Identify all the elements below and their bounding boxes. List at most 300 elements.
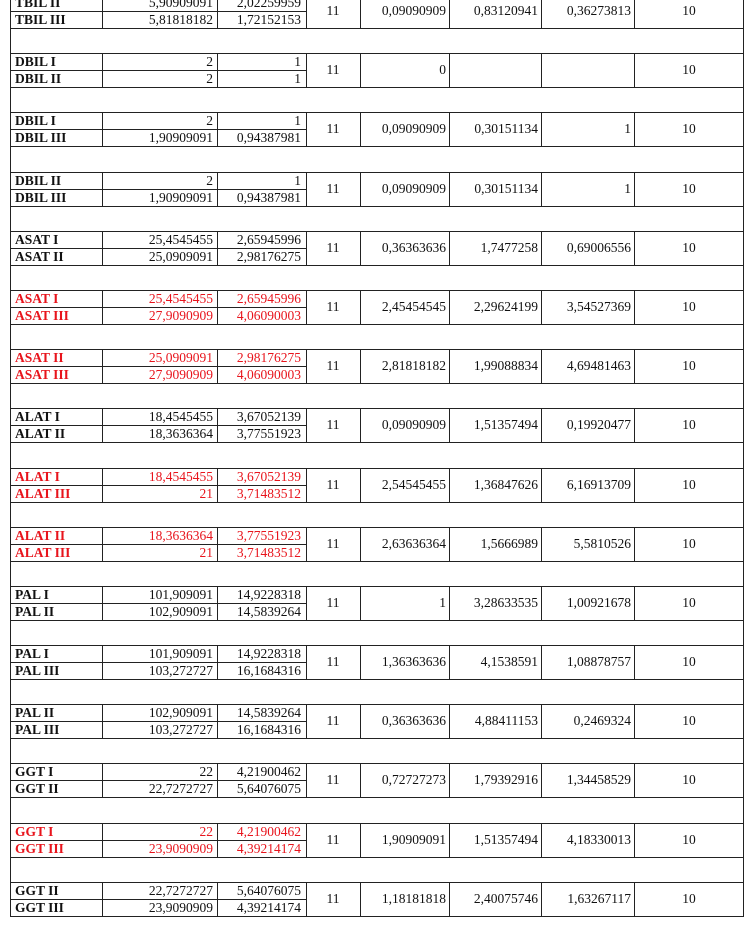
sd-value: 14,5839264 <box>236 705 301 721</box>
measurement-label: TBIL II <box>15 0 61 10</box>
sample-size: 11 <box>326 298 340 314</box>
mean-difference: 0,09090909 <box>381 417 446 433</box>
degrees-of-freedom: 10 <box>682 535 696 551</box>
mean-difference: 2,81818182 <box>381 358 446 374</box>
t-value-cell <box>541 349 634 383</box>
measurement-label: PAL II <box>15 603 55 619</box>
degrees-of-freedom: 10 <box>682 62 696 78</box>
mean-difference: 0,36363636 <box>381 713 446 729</box>
comparison-group <box>10 349 744 384</box>
measurement-label: ALAT II <box>15 527 66 543</box>
sd-value: 4,39214174 <box>236 899 301 915</box>
measurement-row <box>10 173 306 188</box>
measurement-label: ASAT II <box>15 248 64 264</box>
t-value-cell <box>541 112 634 146</box>
sd-difference-cell <box>449 882 541 916</box>
mean-value: 101,909091 <box>148 646 213 662</box>
mean-difference-cell <box>360 882 449 916</box>
measurement-row <box>10 426 306 441</box>
degrees-of-freedom: 10 <box>682 180 696 196</box>
mean-value: 25,4545455 <box>148 290 213 306</box>
sample-size: 11 <box>326 358 340 374</box>
measurement-label: PAL II <box>15 705 55 721</box>
sd-value: 3,67052139 <box>236 468 301 484</box>
sd-value: 4,21900462 <box>236 823 301 839</box>
sample-size-cell <box>306 112 360 146</box>
comparison-group <box>10 53 744 88</box>
comparison-group <box>10 290 744 325</box>
measurement-row <box>10 350 306 365</box>
mean-value: 2 <box>206 54 213 70</box>
sample-size-cell <box>306 527 360 561</box>
sd-difference-cell <box>449 468 541 502</box>
degrees-of-freedom: 10 <box>682 713 696 729</box>
sd-difference-cell <box>449 408 541 442</box>
degrees-of-freedom: 10 <box>682 594 696 610</box>
mean-difference-cell <box>360 586 449 620</box>
mean-value: 2 <box>206 113 213 129</box>
mean-difference: 1,18181818 <box>381 890 446 906</box>
degrees-of-freedom-cell <box>634 349 744 383</box>
t-value: 4,18330013 <box>566 831 631 847</box>
measurement-label: GGT I <box>15 823 54 839</box>
measurement-row <box>10 841 306 856</box>
mean-value: 27,9090909 <box>148 367 213 383</box>
t-value: 1,34458529 <box>566 772 631 788</box>
t-value: 0,36273813 <box>566 3 631 18</box>
measurement-row <box>10 486 306 501</box>
mean-difference: 0,09090909 <box>381 3 446 18</box>
group-spacer <box>10 739 744 763</box>
mean-difference-cell <box>360 763 449 797</box>
degrees-of-freedom: 10 <box>682 358 696 374</box>
measurement-label: DBIL II <box>15 71 62 87</box>
t-value: 1 <box>624 180 631 196</box>
degrees-of-freedom-cell <box>634 112 744 146</box>
t-value: 1,08878757 <box>566 654 631 670</box>
t-value-cell <box>541 882 634 916</box>
sd-value: 4,21900462 <box>236 764 301 780</box>
t-value: 5,5810526 <box>573 535 631 551</box>
measurement-row <box>10 900 306 915</box>
measurement-row <box>10 705 306 720</box>
t-value: 0,19920477 <box>566 417 631 433</box>
mean-difference-cell <box>360 231 449 265</box>
measurement-label: PAL I <box>15 646 49 662</box>
measurement-row <box>10 12 306 27</box>
sd-value: 2,65945996 <box>236 231 301 247</box>
sd-difference: 4,88411153 <box>474 713 538 729</box>
degrees-of-freedom-cell <box>634 763 744 797</box>
mean-value: 25,4545455 <box>148 231 213 247</box>
sample-size-cell <box>306 290 360 324</box>
measurement-label: ALAT III <box>15 485 71 501</box>
comparison-group <box>10 172 744 207</box>
measurement-row <box>10 130 306 145</box>
degrees-of-freedom-cell <box>634 231 744 265</box>
mean-difference: 0,09090909 <box>381 121 446 137</box>
t-value-cell <box>541 527 634 561</box>
measurement-row <box>10 604 306 619</box>
t-value: 1,63267117 <box>567 890 631 906</box>
degrees-of-freedom: 10 <box>682 772 696 788</box>
mean-difference-cell <box>360 527 449 561</box>
comparison-group <box>10 408 744 443</box>
degrees-of-freedom: 10 <box>682 298 696 314</box>
degrees-of-freedom-cell <box>634 408 744 442</box>
mean-value: 23,9090909 <box>148 899 213 915</box>
mean-value: 22 <box>199 823 213 839</box>
sd-difference-cell <box>449 231 541 265</box>
sample-size: 11 <box>326 180 340 196</box>
mean-value: 18,3636364 <box>148 426 213 442</box>
sd-difference-cell <box>449 172 541 206</box>
sample-size-cell <box>306 704 360 738</box>
mean-difference-cell <box>360 408 449 442</box>
sample-size-cell <box>306 231 360 265</box>
sample-size-cell <box>306 763 360 797</box>
degrees-of-freedom: 10 <box>682 476 696 492</box>
mean-difference-cell <box>360 172 449 206</box>
comparison-group <box>10 586 744 621</box>
sd-value: 1,72152153 <box>236 12 301 27</box>
sample-size-cell <box>306 882 360 916</box>
mean-difference-cell <box>360 349 449 383</box>
group-spacer <box>10 503 744 527</box>
sd-value: 4,06090003 <box>236 367 301 383</box>
measurement-label: DBIL I <box>15 113 56 129</box>
measurement-row <box>10 113 306 128</box>
t-value-cell <box>541 53 634 87</box>
mean-value: 18,4545455 <box>148 409 213 425</box>
degrees-of-freedom: 10 <box>682 831 696 847</box>
mean-value: 23,9090909 <box>148 840 213 856</box>
group-spacer <box>10 266 744 290</box>
sd-value: 1 <box>294 172 301 188</box>
t-value-cell <box>541 586 634 620</box>
t-value: 0,2469324 <box>573 713 631 729</box>
mean-value: 18,3636364 <box>148 527 213 543</box>
measurement-label: DBIL I <box>15 54 56 70</box>
measurement-row <box>10 469 306 484</box>
sd-difference: 4,1538591 <box>480 654 538 670</box>
sample-size-cell <box>306 0 360 28</box>
mean-value: 18,4545455 <box>148 468 213 484</box>
sd-value: 2,65945996 <box>236 290 301 306</box>
sample-size: 11 <box>326 594 340 610</box>
sample-size-cell <box>306 349 360 383</box>
mean-value: 101,909091 <box>148 586 213 602</box>
mean-value: 103,272727 <box>148 722 213 738</box>
degrees-of-freedom-cell <box>634 823 744 857</box>
t-value-cell <box>541 408 634 442</box>
measurement-label: ALAT III <box>15 544 71 560</box>
measurement-row <box>10 54 306 69</box>
measurement-row <box>10 409 306 424</box>
mean-value: 21 <box>199 544 213 560</box>
group-spacer <box>10 680 744 704</box>
measurement-label: PAL III <box>15 722 60 738</box>
measurement-row <box>10 291 306 306</box>
mean-value: 102,909091 <box>148 603 213 619</box>
measurement-label: GGT I <box>15 764 54 780</box>
mean-value: 22,7272727 <box>148 781 213 797</box>
sd-value: 4,39214174 <box>236 840 301 856</box>
mean-difference: 0,09090909 <box>381 180 446 196</box>
sample-size: 11 <box>326 890 340 906</box>
mean-value: 2 <box>206 172 213 188</box>
degrees-of-freedom-cell <box>634 53 744 87</box>
measurement-row <box>10 646 306 661</box>
measurement-row <box>10 367 306 382</box>
sd-value: 5,64076075 <box>236 781 301 797</box>
sd-value: 3,67052139 <box>236 409 301 425</box>
mean-difference-cell <box>360 704 449 738</box>
degrees-of-freedom: 10 <box>682 3 696 18</box>
sd-value: 0,94387981 <box>236 130 301 146</box>
sd-difference: 2,40075746 <box>473 890 538 906</box>
measurement-label: PAL I <box>15 586 49 602</box>
sample-size: 11 <box>326 121 340 137</box>
mean-value: 1,90909091 <box>148 189 213 205</box>
measurement-label: PAL III <box>15 663 60 679</box>
sd-difference-cell <box>449 527 541 561</box>
measurement-label: GGT II <box>15 781 59 797</box>
sd-difference: 1,7477258 <box>480 239 538 255</box>
sd-value: 5,64076075 <box>236 882 301 898</box>
mean-difference-cell <box>360 645 449 679</box>
degrees-of-freedom-cell <box>634 172 744 206</box>
t-value-cell <box>541 172 634 206</box>
mean-value: 27,9090909 <box>148 307 213 323</box>
degrees-of-freedom-cell <box>634 645 744 679</box>
degrees-of-freedom-cell <box>634 0 744 28</box>
sd-value: 1 <box>294 54 301 70</box>
mean-difference-cell <box>360 0 449 28</box>
sd-difference-cell <box>449 349 541 383</box>
sd-difference: 0,83120941 <box>473 3 538 18</box>
degrees-of-freedom: 10 <box>682 654 696 670</box>
sd-difference-cell <box>449 763 541 797</box>
group-spacer <box>10 88 744 112</box>
t-value: 1 <box>624 121 631 137</box>
measurement-label: ALAT I <box>15 468 60 484</box>
measurement-label: ALAT II <box>15 426 66 442</box>
measurement-label: DBIL III <box>15 130 67 146</box>
measurement-row <box>10 587 306 602</box>
sd-difference: 2,29624199 <box>473 298 538 314</box>
mean-difference: 0,36363636 <box>381 239 446 255</box>
sample-size: 11 <box>326 417 340 433</box>
measurement-label: TBIL III <box>15 12 66 27</box>
mean-value: 22 <box>199 764 213 780</box>
measurement-label: ASAT I <box>15 290 59 306</box>
sd-difference: 3,28633535 <box>473 594 538 610</box>
sd-value: 1 <box>294 71 301 87</box>
mean-difference: 0,72727273 <box>381 772 446 788</box>
mean-value: 103,272727 <box>148 663 213 679</box>
sample-size-cell <box>306 53 360 87</box>
measurement-label: GGT III <box>15 840 64 856</box>
comparison-group <box>10 527 744 562</box>
measurement-row <box>10 824 306 839</box>
degrees-of-freedom-cell <box>634 704 744 738</box>
t-value: 6,16913709 <box>566 476 631 492</box>
mean-difference: 2,54545455 <box>381 476 446 492</box>
sd-difference-cell <box>449 645 541 679</box>
t-value-cell <box>541 0 634 28</box>
t-value-cell <box>541 290 634 324</box>
t-value-cell <box>541 704 634 738</box>
sd-difference-cell <box>449 0 541 28</box>
group-spacer <box>10 29 744 53</box>
mean-difference: 1,90909091 <box>381 831 446 847</box>
sd-value: 14,9228318 <box>236 646 301 662</box>
sd-difference-cell <box>449 112 541 146</box>
sd-value: 2,98176275 <box>236 350 301 366</box>
comparison-group <box>10 231 744 266</box>
measurement-row <box>10 764 306 779</box>
sd-difference: 1,51357494 <box>473 831 538 847</box>
comparison-group <box>10 645 744 680</box>
degrees-of-freedom: 10 <box>682 121 696 137</box>
t-value-cell <box>541 645 634 679</box>
comparison-group <box>10 763 744 798</box>
t-value-cell <box>541 231 634 265</box>
mean-value: 2 <box>206 71 213 87</box>
mean-difference: 1 <box>439 594 446 610</box>
degrees-of-freedom-cell <box>634 586 744 620</box>
measurement-row <box>10 0 306 10</box>
sd-difference: 1,79392916 <box>473 772 538 788</box>
sd-difference-cell <box>449 823 541 857</box>
mean-difference-cell <box>360 468 449 502</box>
sd-value: 14,9228318 <box>236 586 301 602</box>
measurement-row <box>10 249 306 264</box>
sd-difference: 1,51357494 <box>473 417 538 433</box>
comparison-group <box>10 882 744 917</box>
measurement-row <box>10 663 306 678</box>
mean-difference: 2,63636364 <box>381 535 446 551</box>
group-spacer <box>10 384 744 408</box>
mean-value: 102,909091 <box>148 705 213 721</box>
measurement-label: ASAT II <box>15 350 64 366</box>
mean-difference-cell <box>360 112 449 146</box>
measurement-row <box>10 722 306 737</box>
sd-difference: 1,99088834 <box>473 358 538 374</box>
measurement-row <box>10 232 306 247</box>
sd-value: 1 <box>294 113 301 129</box>
comparison-group <box>10 823 744 858</box>
sd-difference: 1,5666989 <box>480 535 538 551</box>
sd-difference: 0,30151134 <box>474 180 538 196</box>
t-value: 3,54527369 <box>566 298 631 314</box>
comparison-group <box>10 704 744 739</box>
sample-size-cell <box>306 645 360 679</box>
sample-size-cell <box>306 468 360 502</box>
sd-value: 4,06090003 <box>236 307 301 323</box>
sd-value: 2,02259959 <box>236 0 301 10</box>
degrees-of-freedom-cell <box>634 527 744 561</box>
sd-value: 3,71483512 <box>236 544 301 560</box>
sd-difference-cell <box>449 704 541 738</box>
measurement-label: GGT II <box>15 882 59 898</box>
group-spacer <box>10 621 744 645</box>
mean-difference: 2,45454545 <box>381 298 446 314</box>
mean-value: 21 <box>199 485 213 501</box>
sd-value: 3,77551923 <box>236 426 301 442</box>
mean-difference: 0 <box>439 62 446 78</box>
sample-size-cell <box>306 586 360 620</box>
mean-value: 5,90909091 <box>148 0 213 10</box>
measurement-label: DBIL III <box>15 189 67 205</box>
measurement-label: ALAT I <box>15 409 60 425</box>
mean-value: 25,0909091 <box>148 248 213 264</box>
mean-value: 22,7272727 <box>148 882 213 898</box>
measurement-label: ASAT I <box>15 231 59 247</box>
sample-size: 11 <box>326 62 340 78</box>
group-spacer <box>10 562 744 586</box>
sample-size-cell <box>306 172 360 206</box>
measurement-row <box>10 71 306 86</box>
sample-size: 11 <box>326 476 340 492</box>
sd-difference-cell <box>449 586 541 620</box>
sample-size-cell <box>306 823 360 857</box>
group-spacer <box>10 443 744 467</box>
comparison-group <box>10 0 744 29</box>
degrees-of-freedom-cell <box>634 882 744 916</box>
sd-value: 2,98176275 <box>236 248 301 264</box>
group-spacer <box>10 325 744 349</box>
measurement-label: ASAT III <box>15 307 69 323</box>
measurement-label: ASAT III <box>15 367 69 383</box>
comparison-group <box>10 112 744 147</box>
sd-difference-cell <box>449 53 541 87</box>
sd-value: 16,1684316 <box>236 722 301 738</box>
sd-value: 3,71483512 <box>236 485 301 501</box>
group-spacer <box>10 858 744 882</box>
sd-value: 16,1684316 <box>236 663 301 679</box>
measurement-label: GGT III <box>15 899 64 915</box>
measurement-label: DBIL II <box>15 172 62 188</box>
degrees-of-freedom-cell <box>634 290 744 324</box>
sd-difference: 0,30151134 <box>474 121 538 137</box>
measurement-row <box>10 545 306 560</box>
measurement-row <box>10 883 306 898</box>
t-value: 0,69006556 <box>566 239 631 255</box>
measurement-row <box>10 781 306 796</box>
t-value-cell <box>541 468 634 502</box>
mean-value: 25,0909091 <box>148 350 213 366</box>
mean-difference-cell <box>360 823 449 857</box>
sd-difference-cell <box>449 290 541 324</box>
sample-size: 11 <box>326 654 340 670</box>
mean-value: 5,81818182 <box>148 12 213 27</box>
degrees-of-freedom-cell <box>634 468 744 502</box>
sd-value: 3,77551923 <box>236 527 301 543</box>
sample-size: 11 <box>326 535 340 551</box>
mean-value: 1,90909091 <box>148 130 213 146</box>
t-value-cell <box>541 763 634 797</box>
sd-value: 0,94387981 <box>236 189 301 205</box>
t-value-cell <box>541 823 634 857</box>
comparison-group <box>10 468 744 503</box>
group-spacer <box>10 147 744 171</box>
sd-value: 14,5839264 <box>236 603 301 619</box>
sample-size: 11 <box>326 3 340 18</box>
measurement-row <box>10 308 306 323</box>
sample-size: 11 <box>326 239 340 255</box>
